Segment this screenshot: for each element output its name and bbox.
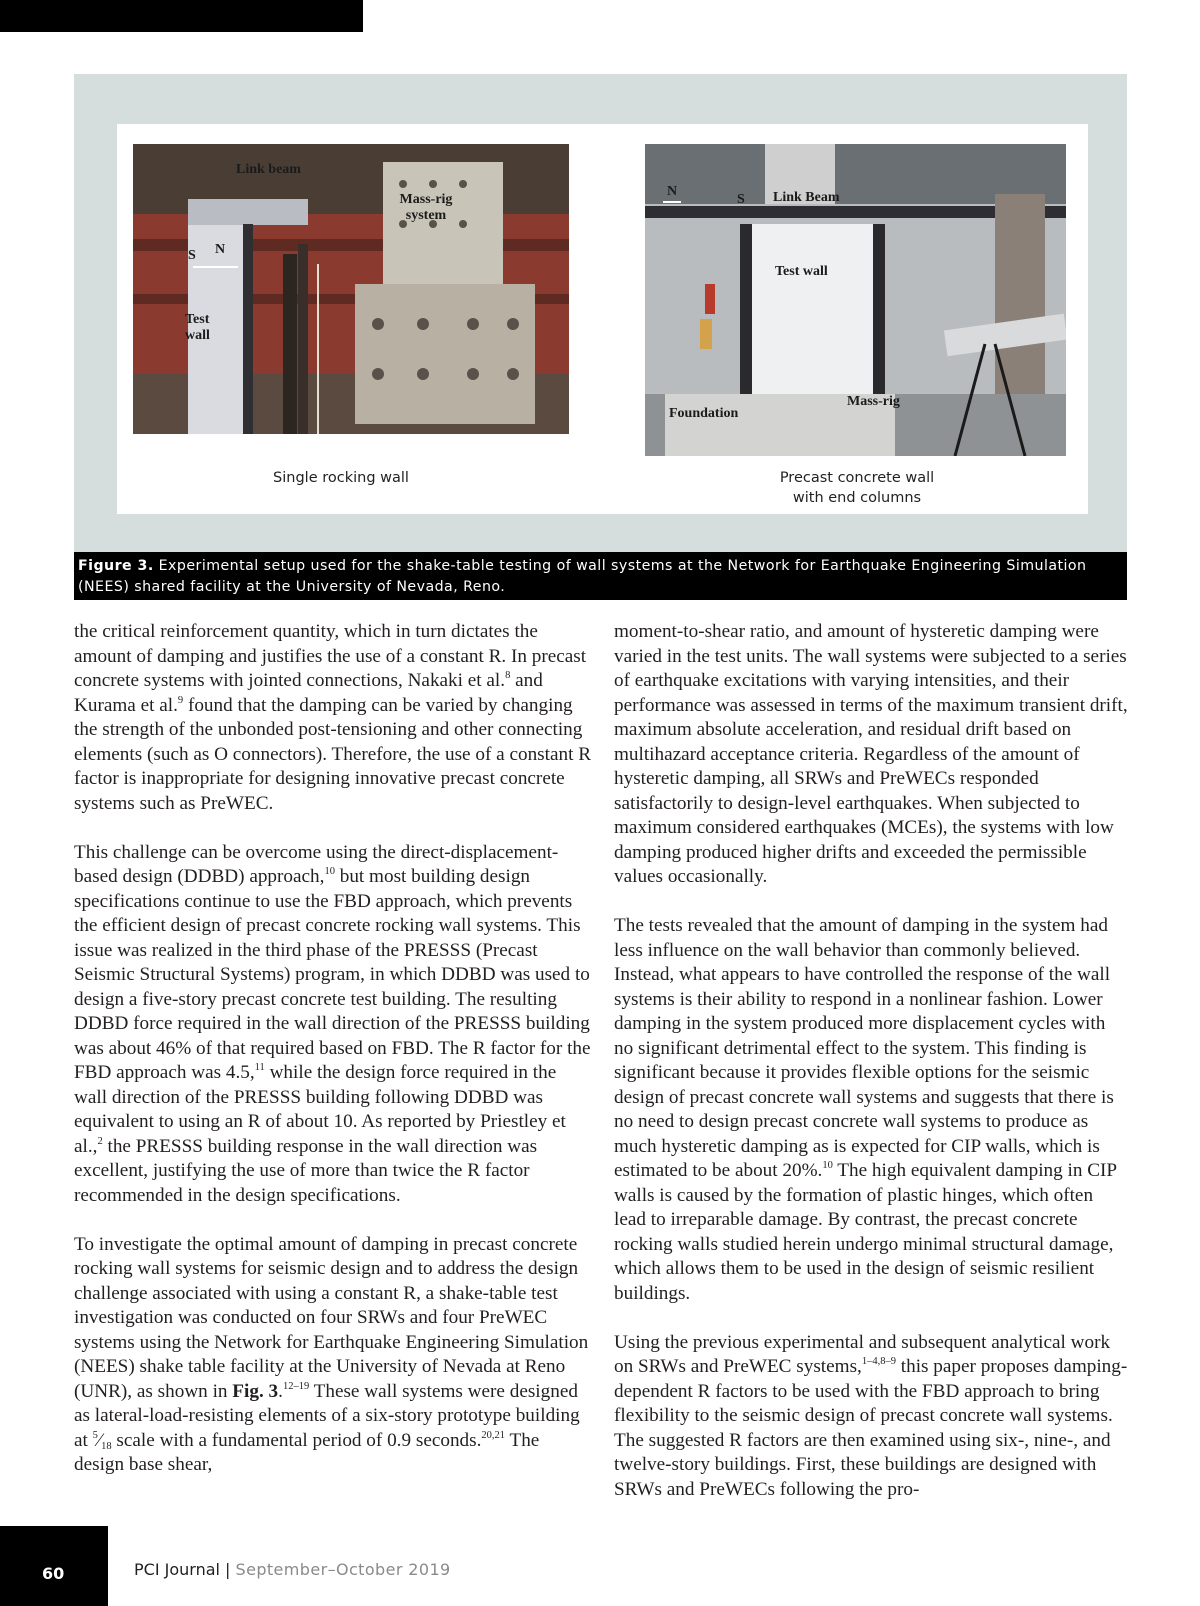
- label-link-beam-right: Link Beam: [773, 190, 840, 205]
- citation: 20,21: [481, 1429, 506, 1441]
- caption-precast-wall-end-columns: [757, 468, 957, 508]
- figure-reference-link[interactable]: Fig. 3: [232, 1380, 279, 1402]
- top-color-bar: [0, 0, 363, 32]
- paragraph: moment-to-shear ratio, and amount of hysteretic damping were varied in the test units. The wall systems were subjected to a series of earthquake excitations with varying intensities, and their performance was assessed in terms of the maximum transient drift, maximum absolute acceleration, and residual drift based on multihazard acceptance criteria. Regardless of the amount of hysteretic damping, all SRWs and PreWECs responded satisfactorily to design-level earthquakes. When subjected to maximum considered earthquakes (MCEs), the systems with low damping produced higher drifts and exceeded the permissible values occasionally.: [614, 621, 1128, 887]
- label-south-left: S: [188, 248, 196, 263]
- page-number-box: [0, 1526, 108, 1606]
- label-north-right: N: [667, 184, 678, 199]
- running-footer: [134, 1560, 451, 1579]
- label-mass-rig-right: Mass-rig: [847, 394, 900, 409]
- single-rocking-wall-photo: [133, 144, 569, 434]
- fraction-numerator: 5: [92, 1429, 98, 1441]
- label-link-beam-left: Link beam: [236, 162, 301, 177]
- left-column: [74, 620, 594, 1502]
- citation: 10: [324, 866, 335, 877]
- issue-date: September–October 2019: [235, 1560, 451, 1579]
- paragraph: This challenge can be overcome using the direct-displacement-based design (DDBD) approach,$^{10}$ but most building design specifications continue to use the FBD approach, which prevents the efficient design of precast concrete rocking wall systems. This issue was realized in the third phase of the PRESSS (Precast Seismic Structural Systems) program, in which DDBD was used to design a five-story precast concrete test building. The resulting DDBD force required in the wall direction of the PRESSS building was about 46% of that required based on FBD. The R factor for the FBD approach was 4.5,11 while the design force required in the wall direction of the PRESSS building following DDBD was equivalent to using an R of about 10. As reported by Priestley et al.,$^2$ the PRESSS building response in the wall direction was excellent, justifying the use of more than twice the R factor recommended in the design specifications.: [74, 841, 591, 1206]
- figure-3-photos: [117, 124, 1088, 514]
- paragraph: The tests revealed that the amount of damping in the system had less influence on the wall behavior than commonly believed. Instead, what appears to have controlled the response of the wall systems is their ability to respond in a nonlinear fashion. Lower damping in the system produced more displacement cycles with no significant detrimental effect to the system. This finding is significant because it provides flexible options for the seismic design of precast concrete wall systems and suggests that there is no need to design precast concrete wall systems to produce as much hysteretic damping as is expected for CIP walls, which is estimated to be about 20%.$^{10}$ The high equivalent damping in CIP walls is caused by the formation of plastic hinges, which often lead to irreparable damage. By contrast, the precast concrete rocking walls studied herein undergo minimal structural damage, which allows them to be used in the design of seismic resilient buildings.: [614, 915, 1117, 1304]
- citation: 11: [254, 1062, 265, 1073]
- right-column: [614, 620, 1129, 1527]
- citation: 12–19: [282, 1380, 310, 1392]
- page-number: 60: [42, 1564, 65, 1583]
- label-north-left: N: [215, 242, 226, 257]
- fraction-denominator: 18: [101, 1440, 112, 1452]
- label-foundation: Foundation: [669, 406, 739, 421]
- precast-wall-end-columns-photo: [645, 144, 1066, 456]
- caption-line-1: Precast concrete wall: [779, 470, 935, 486]
- paragraph: To investigate the optimal amount of damping in precast concrete rocking wall systems for seismic design and to address the design challenge associated with using a constant R, a shake-table test investigation was conducted on four SRWs and four PreWEC systems using the Network for Earthquake Engineering Simulation (NEES) shake table facility at the University of Nevada at Reno (UNR), as shown in Fig. 3.$^{12-19}$ These wall systems were designed as lateral-load-resisting elements of a six-story prototype building at $^5⁄_{18}$ scale with a fundamental period of 0.9 seconds.$^{20,21}$ The design base shear,: [74, 1233, 589, 1475]
- figure-3-panel: [74, 74, 1127, 552]
- label-test-wall-left: Test wall: [185, 312, 210, 343]
- citation: 2: [97, 1135, 103, 1147]
- figure-label: Figure 3.: [78, 558, 154, 574]
- paragraph: Using the previous experimental and subsequent analytical work on SRWs and PreWEC systems,$^{1-4,8-9}$ this paper proposes damping-dependent R factors to be used with the FBD approach to bring flexibility to the seismic design of precast concrete wall systems. The suggested R factors are then examined using six-, nine-, and twelve-story buildings. First, these buildings are designed with SRWs and PreWECs following the pro-: [614, 1331, 1128, 1500]
- citation: 10: [822, 1160, 833, 1171]
- label-south-right: S: [737, 192, 745, 207]
- figure-caption-text: Experimental setup used for the shake-table testing of wall systems at the Network for Earthquake Engineering Simulation (NEES) shared facility at the University of Nevada, Reno.: [78, 558, 1087, 595]
- citation: 9: [177, 694, 184, 706]
- paragraph: the critical reinforcement quantity, which in turn dictates the amount of damping and justifies the use of a constant R. In precast concrete systems with jointed connections, Nakaki et al.$^8$ and Kurama et al.$^9$ found that the damping can be varied by changing the strength of the unbonded post-tensioning and other connecting elements (such as O connectors). Therefore, the use of a constant R factor is inappropriate for designing innovative precast concrete systems such as PreWEC.: [74, 621, 591, 814]
- journal-name: PCI Journal: [134, 1560, 220, 1579]
- figure-3-caption: [74, 552, 1127, 600]
- caption-line-2: with end columns: [792, 490, 922, 506]
- caption-single-rocking-wall: Single rocking wall: [273, 470, 409, 486]
- citation: 1–4,8–9: [861, 1356, 896, 1367]
- citation: 8: [505, 670, 511, 681]
- label-test-wall-right: Test wall: [775, 264, 828, 279]
- label-mass-rig-system: Mass-rig system: [399, 192, 453, 223]
- footer-separator: |: [219, 1560, 236, 1579]
